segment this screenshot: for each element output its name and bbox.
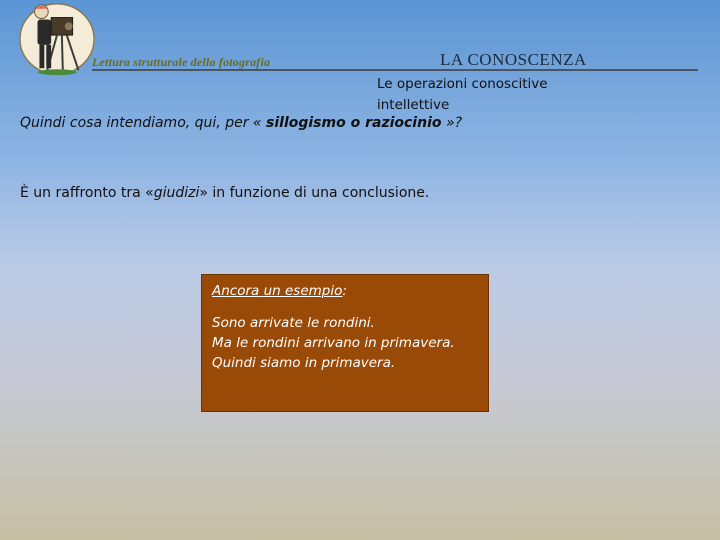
example-line: Sono arrivate le rondini. xyxy=(212,315,375,331)
example-heading xyxy=(212,283,478,299)
subtitle-line: Le operazioni conoscitive xyxy=(377,76,548,92)
example-line: Quindi siamo in primavera. xyxy=(212,355,396,371)
header-divider xyxy=(92,69,698,71)
question-text xyxy=(20,115,462,131)
example-line: Ma le rondini arrivano in primavera. xyxy=(212,335,455,351)
photographer-logo xyxy=(18,0,96,78)
statement-term: giudizi xyxy=(153,185,200,201)
example-title-tail: : xyxy=(342,283,347,299)
example-lines xyxy=(212,313,478,373)
statement-suffix: » in funzione di una conclusione. xyxy=(199,185,430,201)
question-suffix: »? xyxy=(441,115,463,131)
example-box xyxy=(201,274,489,412)
question-prefix: Quindi cosa intendiamo, qui, per « xyxy=(20,115,267,131)
header-left-title: Lettura strutturale della fotografia xyxy=(92,55,271,69)
statement-text xyxy=(20,185,429,201)
question-term: sillogismo o raziocinio xyxy=(266,115,442,131)
header-right-title: LA CONOSCENZA xyxy=(440,50,587,69)
statement-prefix: È un raffronto tra « xyxy=(20,185,154,201)
subtitle-line: intellettive xyxy=(377,97,450,113)
example-title: Ancora un esempio xyxy=(212,283,343,299)
slide-subtitle xyxy=(377,74,597,116)
